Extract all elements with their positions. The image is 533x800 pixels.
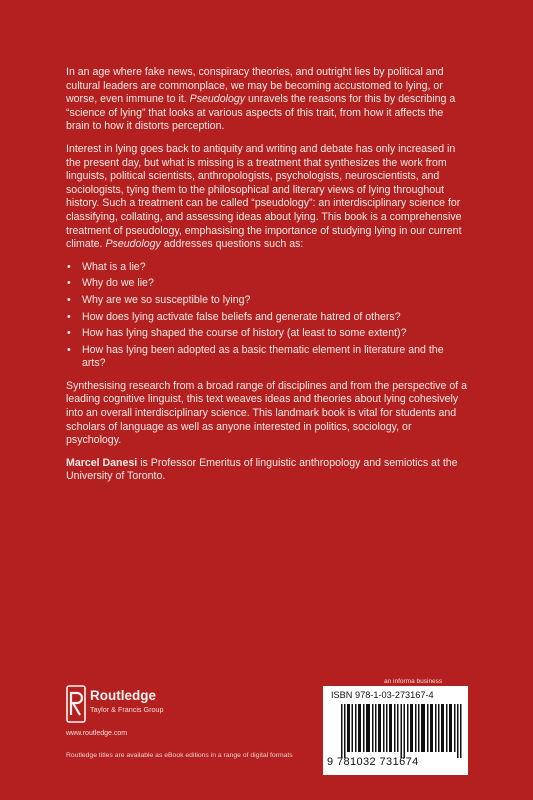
bullet: • xyxy=(67,293,71,306)
bullet: • xyxy=(67,310,71,323)
blurb-text: unravels the reasons for this by describing a “science of lying” that looks at various aspects of this trait, from how it affects the brain to how it distorts perception. xyxy=(66,93,456,133)
list-item xyxy=(66,294,468,308)
routledge-logo-icon xyxy=(66,685,86,723)
question-list xyxy=(66,261,468,371)
list-item xyxy=(66,311,468,325)
bullet: • xyxy=(67,260,71,273)
blurb-text: addresses questions such as: xyxy=(160,238,304,251)
bullet: • xyxy=(67,327,71,340)
list-item xyxy=(66,261,468,275)
author-name: Marcel Danesi xyxy=(66,456,138,469)
blurb-paragraph-1 xyxy=(66,66,468,134)
question-text: How has lying been adopted as a basic thematic element in literature and the arts? xyxy=(82,343,444,370)
question-text: Why do we lie? xyxy=(82,277,154,290)
blurb-paragraph-2 xyxy=(66,143,468,252)
author-bio xyxy=(66,457,468,484)
book-title: Pseudology xyxy=(189,93,246,106)
question-text: Why are we so susceptible to lying? xyxy=(82,293,251,306)
book-title: Pseudology xyxy=(105,238,161,251)
question-text: How does lying activate false beliefs and generate hatred of others? xyxy=(82,310,401,323)
question-text: How has lying shaped the course of history (at least to some extent)? xyxy=(82,327,407,340)
list-item xyxy=(66,327,468,341)
publisher-name: Routledge xyxy=(90,688,156,703)
barcode-panel xyxy=(323,686,468,775)
list-item xyxy=(66,277,468,291)
blurb-text: Interest in lying goes back to antiquity and writing and debate has only increased in the present day, but what is missing is a treatment that synthesizes the work from linguists, political scientists, anthropologists, psychologists, neuroscientists, and sociologists, tying them to the philosophical and literary views of lying throughout history. Such a treatment can be called “pseudology”: an interdisciplinary science for classifying, collating, and assessing ideas about lying. This book is a comprehensive treatment of pseudology, emphasising the importance of studying lying in our current climate. xyxy=(66,142,462,251)
informa-label: an informa business xyxy=(384,678,443,685)
barcode-icon xyxy=(341,704,463,758)
bullet: • xyxy=(67,343,71,356)
isbn: ISBN 978-1-03-273167-4 xyxy=(331,690,434,700)
blurb-paragraph-3: Synthesising research from a broad range of disciplines and from the perspective of a leading cognitive linguist, this text weaves ideas and theories about lying cohesively into an overall interdisciplinary science. This landmark book is vital for students and scholars of language as well as anyone interested in politics, sociology, or psychology. xyxy=(66,379,468,447)
publisher-website: www.routledge.com xyxy=(66,730,128,737)
bullet: • xyxy=(67,277,71,290)
publisher-group: Taylor & Francis Group xyxy=(90,705,164,714)
ebook-note: Routledge titles are available as eBook editions in a range of digital formats xyxy=(66,752,293,759)
question-text: What is a lie? xyxy=(82,260,146,273)
barcode-digits: 9 781032 731674 xyxy=(327,756,419,768)
publisher-logo xyxy=(66,683,226,727)
blurb-text: In an age where fake news, conspiracy theories, and outright lies by political and cultural leaders are commonplace, we may be becoming accustomed to lying, or worse, even immune to it. xyxy=(66,66,444,106)
blurb xyxy=(66,66,468,493)
list-item xyxy=(66,344,468,371)
author-bio-text: is Professor Emeritus of linguistic anthropology and semiotics at the University of Toronto. xyxy=(66,456,458,483)
